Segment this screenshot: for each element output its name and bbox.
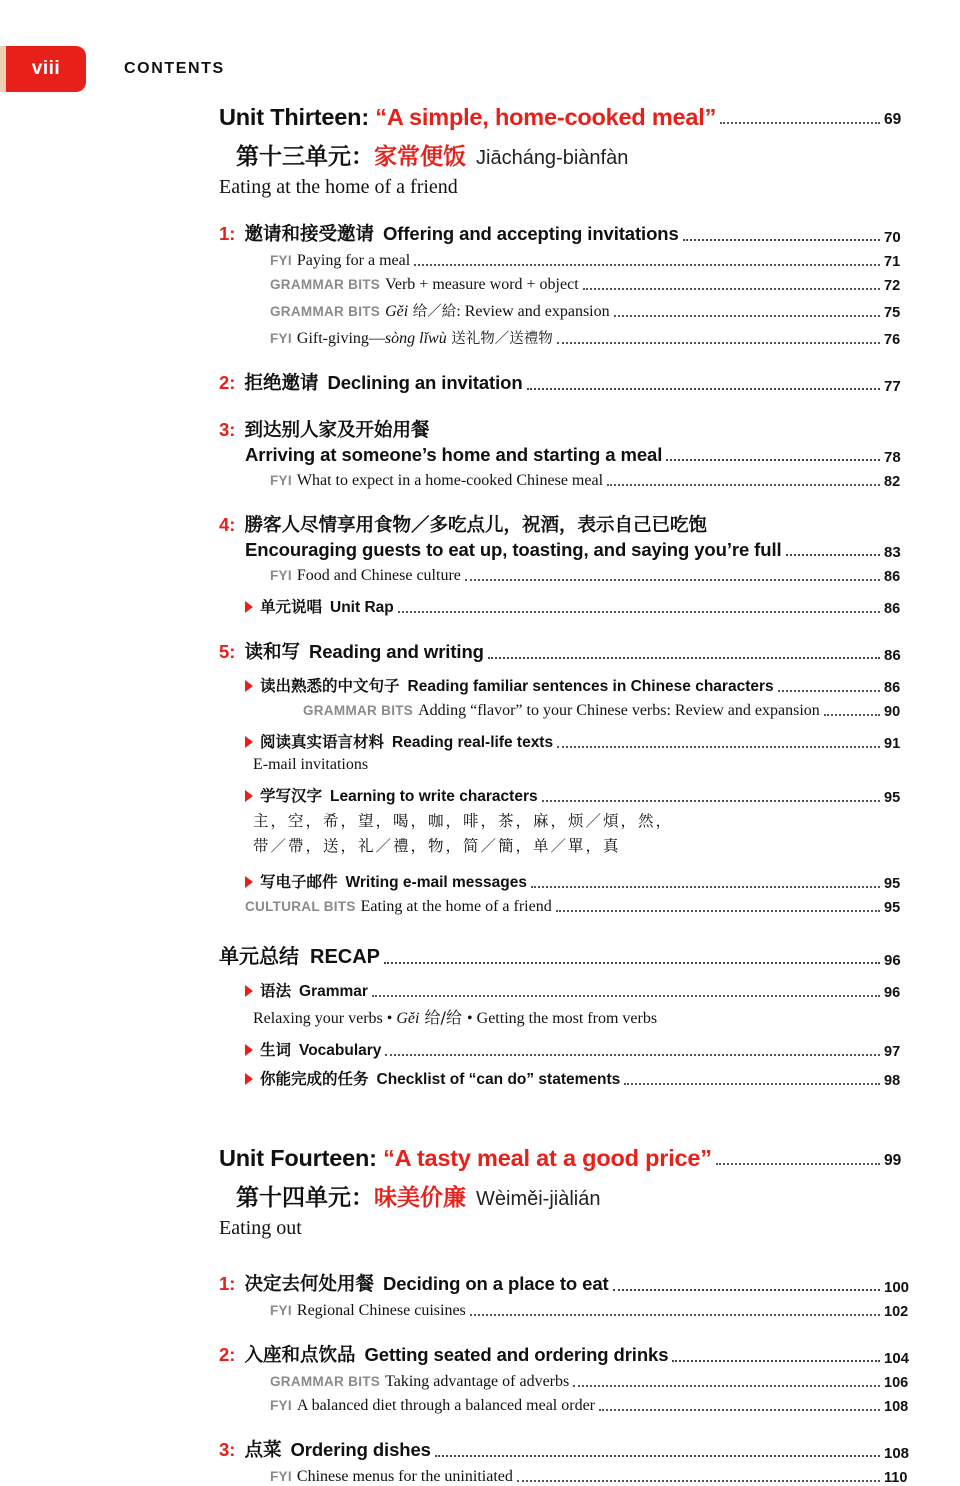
dot-leader (720, 121, 880, 124)
section-label (219, 220, 679, 246)
note-label (270, 327, 553, 348)
dot-leader (573, 1384, 880, 1387)
section-chinese: 读和写 (244, 642, 300, 663)
dot-leader (556, 909, 880, 912)
note-text (297, 330, 553, 347)
subnote-cjk: 给/给 (419, 1008, 468, 1027)
triangle-bullet-icon (245, 736, 253, 748)
unit-fourteen-title-row[interactable] (0, 1145, 960, 1172)
section-number: 2: (219, 1344, 236, 1365)
section-english: Arriving at someone’s home and starting a meal (245, 444, 663, 465)
dot-leader (824, 713, 880, 716)
note-row-fyi-menus[interactable] (0, 1468, 960, 1486)
note-row-grammar-flavor[interactable] (0, 702, 960, 720)
recap-chinese: 单元总结 (219, 944, 299, 968)
section-label (219, 638, 484, 664)
note-tag: FYI (270, 568, 292, 583)
section-number: 2: (219, 372, 236, 393)
triangle-bullet-icon (245, 985, 253, 997)
section-label (219, 369, 523, 395)
subnote-italic: Gěi (396, 1010, 420, 1027)
section-number: 1: (219, 223, 236, 244)
note-row-fyi-food-culture[interactable] (0, 567, 960, 585)
note-text: What to expect in a home-cooked Chinese meal (296, 472, 604, 489)
note-text: Adding “flavor” to your Chinese verbs: Review and expansion (418, 702, 820, 719)
note-row-fyi-home-cooked[interactable] (0, 472, 960, 490)
bullet-label (260, 979, 368, 1001)
note-tag: GRAMMAR BITS (270, 1374, 381, 1389)
page-number: 96 (884, 952, 901, 969)
unit-thirteen-title-row[interactable] (0, 104, 960, 131)
section-english: Reading and writing (308, 641, 484, 662)
section-english: Encouraging guests to eat up, toasting, and saying you’re full (245, 539, 782, 560)
page-number: 86 (884, 647, 901, 664)
page-header (0, 46, 225, 92)
page-number: 110 (884, 1470, 908, 1486)
unit-fourteen-chinese-title (0, 1179, 960, 1212)
bullet-row-reading-real-life[interactable] (0, 730, 960, 752)
dot-leader (488, 656, 880, 659)
bullet-label (260, 784, 538, 806)
bullet-chinese: 生词 (260, 1041, 292, 1059)
note-label (270, 567, 461, 585)
note-row-fyi-gift-giving[interactable] (0, 327, 960, 348)
dot-leader (666, 458, 880, 461)
note-text: Taking advantage of adverbs (385, 1373, 570, 1390)
page-number: 86 (884, 680, 901, 696)
character-list-line-1: 主，空，希，望，喝，咖，啡，茶，麻，烦／煩，然， (253, 812, 674, 830)
table-of-contents (0, 104, 960, 1486)
bullet-english: Reading real-life texts (392, 734, 554, 751)
page-number: 78 (884, 449, 901, 466)
unit-thirteen-pinyin: Jiācháng-biànfàn (476, 147, 629, 169)
page-number: 91 (884, 736, 901, 752)
dot-leader (672, 1359, 880, 1362)
section-chinese: 勝客人尽情享用食物／多吃点儿，祝酒，表示自己已吃饱 (244, 515, 707, 536)
section-label (219, 1436, 431, 1462)
note-tag: FYI (270, 331, 292, 346)
note-tag: FYI (270, 1469, 292, 1484)
bullet-label (260, 1038, 381, 1060)
dot-leader (607, 483, 880, 486)
character-list-line-2: 带／帶，送，礼／禮，物，简／簡，单／單，真 (253, 837, 621, 855)
page-number: 82 (884, 474, 901, 490)
section-english: Deciding on a place to eat (382, 1273, 609, 1294)
page-number: 98 (884, 1073, 901, 1089)
section-number: 1: (219, 1273, 236, 1294)
unit-fourteen-title-quoted: “A tasty meal at a good price” (383, 1145, 712, 1171)
bullet-row-writing-email[interactable] (0, 870, 960, 892)
dot-leader (414, 263, 880, 266)
page-title: CONTENTS (124, 60, 225, 77)
note-label (245, 898, 552, 916)
note-text (385, 303, 610, 320)
bullet-english: Writing e-mail messages (345, 874, 527, 891)
section-chinese: 拒绝邀请 (244, 373, 319, 394)
dot-leader (716, 1162, 880, 1165)
triangle-bullet-icon (245, 1044, 253, 1056)
section-chinese: 决定去何处用餐 (244, 1274, 374, 1295)
note-tag: GRAMMAR BITS (303, 703, 414, 718)
unit-fourteen-subtitle: Eating out (219, 1217, 302, 1239)
bullet-english: Vocabulary (299, 1042, 382, 1059)
bullet-row-checklist[interactable] (0, 1067, 960, 1089)
page-number: 75 (884, 305, 901, 321)
unit-thirteen-cn-red: 家常便饭 (374, 144, 466, 170)
dot-leader (599, 1408, 880, 1411)
note-text-italic: sòng lǐwù (384, 330, 447, 347)
section-row-u13-3-chinese[interactable] (0, 416, 960, 442)
section-chinese: 入座和点饮品 (244, 1345, 356, 1366)
page-number: 108 (884, 1399, 909, 1415)
folio-tab (6, 46, 86, 92)
dot-leader (384, 961, 880, 964)
unit-thirteen-title-prefix: Unit Thirteen: (219, 104, 376, 130)
page-number: 100 (884, 1279, 910, 1296)
section-row-u13-4-chinese[interactable] (0, 511, 960, 537)
note-text: Chinese menus for the uninitiated (296, 1468, 513, 1485)
bullet-chinese: 读出熟悉的中文句子 (260, 677, 400, 695)
bullet-english: Reading familiar sentences in Chinese characters (407, 678, 774, 695)
note-row-fyi-regional-cuisines[interactable] (0, 1302, 960, 1320)
note-label (270, 300, 610, 321)
dot-leader (435, 1454, 880, 1457)
bullet-chinese: 写电子邮件 (260, 873, 338, 891)
note-row-grammar-verb-measure[interactable] (0, 276, 960, 294)
unit-thirteen-cn-prefix: 第十三单元： (236, 144, 374, 170)
page-number: 69 (884, 111, 902, 128)
section-label (219, 1270, 609, 1296)
note-label (270, 276, 579, 294)
dot-leader (517, 1479, 880, 1482)
page-number: 108 (884, 1445, 910, 1462)
bullet-label (260, 595, 394, 617)
bullet-english: Checklist of “can do” statements (376, 1071, 621, 1088)
recap-label (219, 940, 380, 969)
page-number: 95 (884, 790, 901, 806)
bullet-row-vocabulary[interactable] (0, 1038, 960, 1060)
bullet-chinese: 阅读真实语言材料 (260, 733, 385, 751)
section-row-u13-3-english[interactable] (0, 444, 960, 466)
note-text-cjk: 送礼物／送禮物 (446, 331, 553, 347)
dot-leader (613, 1288, 880, 1291)
note-tag: GRAMMAR BITS (270, 304, 381, 319)
dot-leader (778, 689, 880, 692)
section-english: Getting seated and ordering drinks (364, 1344, 669, 1365)
page-number: 106 (884, 1375, 909, 1391)
dot-leader (470, 1313, 880, 1316)
bullet-row-reading-familiar[interactable] (0, 674, 960, 696)
bullet-row-learning-characters[interactable] (0, 784, 960, 806)
section-row-u13-5[interactable] (0, 638, 960, 664)
note-row-fyi-balanced-diet[interactable] (0, 1397, 960, 1415)
section-english: Offering and accepting invitations (382, 223, 679, 244)
bullet-row-grammar[interactable] (0, 979, 960, 1001)
triangle-bullet-icon (245, 601, 253, 613)
page-number: 95 (884, 900, 901, 916)
triangle-bullet-icon (245, 1073, 253, 1085)
subnote-pre: Relaxing your verbs • (253, 1010, 397, 1027)
note-row-fyi-paying[interactable] (0, 252, 960, 270)
folio-number: viii (31, 58, 61, 79)
page-number: 104 (884, 1350, 910, 1367)
note-text-italic: Gěi (385, 303, 409, 320)
note-tag: FYI (270, 253, 292, 268)
dot-leader (624, 1082, 880, 1085)
bullet-english: Grammar (299, 983, 368, 1000)
page-number: 72 (884, 278, 901, 294)
note-tag: FYI (270, 1303, 292, 1318)
section-row-u13-2[interactable] (0, 369, 960, 395)
subnote-post: • Getting the most from verbs (467, 1010, 658, 1027)
note-text: Eating at the home of a friend (360, 898, 552, 915)
dot-leader (786, 553, 880, 556)
note-text: Verb + measure word + object (385, 276, 579, 293)
bullet-chinese: 学写汉字 (260, 787, 323, 805)
page-number: 70 (884, 229, 901, 246)
dot-leader (398, 610, 880, 613)
note-text-rest: : Review and expansion (456, 303, 610, 320)
section-number: 3: (219, 1439, 236, 1460)
bullet-label (260, 870, 527, 892)
section-chinese: 点菜 (244, 1440, 282, 1461)
unit-fourteen-title (219, 1145, 712, 1172)
dot-leader (683, 238, 880, 241)
section-chinese: 到达别人家及开始用餐 (244, 420, 430, 441)
triangle-bullet-icon (245, 790, 253, 802)
note-text: Food and Chinese culture (296, 567, 461, 584)
bullet-chinese: 你能完成的任务 (260, 1070, 369, 1088)
unit-thirteen-title-quoted: “A simple, home-cooked meal” (375, 104, 717, 130)
bullet-label (260, 730, 553, 752)
page-number: 83 (884, 544, 901, 561)
bullet-chinese: 语法 (260, 982, 292, 1000)
page-number: 95 (884, 876, 901, 892)
section-row-u13-4-english[interactable] (0, 539, 960, 561)
dot-leader (557, 341, 880, 344)
note-text: Regional Chinese cuisines (296, 1302, 466, 1319)
unit-fourteen-cn-prefix: 第十四单元： (236, 1185, 374, 1211)
section-label (219, 1341, 668, 1367)
note-tag: FYI (270, 1398, 292, 1413)
section-row-u13-1[interactable] (0, 220, 960, 246)
unit-gap-spacer (0, 1089, 960, 1145)
note-row-grammar-gei[interactable] (0, 300, 960, 321)
dot-leader (583, 287, 880, 290)
dot-leader (385, 1053, 880, 1056)
recap-english: RECAP (310, 946, 381, 968)
bullet-row-unit-rap[interactable] (0, 595, 960, 617)
bullet-label (260, 674, 774, 696)
note-label (270, 1302, 466, 1320)
bullet-label (260, 1067, 620, 1089)
unit-thirteen-title (219, 104, 716, 131)
unit-thirteen-subtitle: Eating at the home of a friend (219, 176, 458, 198)
note-label (303, 702, 820, 720)
page-number: 102 (884, 1304, 909, 1320)
subnote-email-invitations: E-mail invitations (253, 756, 369, 773)
bullet-chinese: 单元说唱 (260, 598, 323, 616)
dot-leader (372, 994, 880, 997)
note-label (270, 1468, 513, 1486)
section-row-u14-1[interactable] (0, 1270, 960, 1296)
dot-leader (531, 885, 880, 888)
section-row-u14-3[interactable] (0, 1436, 960, 1462)
section-row-u14-2[interactable] (0, 1341, 960, 1367)
unit-thirteen-chinese-title (0, 138, 960, 171)
note-text: A balanced diet through a balanced meal order (296, 1397, 595, 1414)
triangle-bullet-icon (245, 876, 253, 888)
dot-leader (527, 387, 880, 390)
bullet-english: Learning to write characters (330, 788, 538, 805)
page-number: 77 (884, 378, 901, 395)
note-label (270, 472, 603, 490)
page-number: 76 (884, 332, 901, 348)
page-number: 71 (884, 254, 901, 270)
page-number: 86 (884, 601, 901, 617)
recap-heading-row[interactable] (0, 940, 960, 969)
dot-leader (465, 578, 880, 581)
unit-fourteen-cn-red: 味美价廉 (374, 1185, 466, 1211)
note-tag: CULTURAL BITS (245, 899, 356, 914)
triangle-bullet-icon (245, 680, 253, 692)
unit-fourteen-pinyin: Wèiměi-jiàlián (476, 1188, 601, 1210)
section-label (245, 539, 782, 561)
section-english: Declining an invitation (327, 372, 523, 393)
section-label (245, 444, 662, 466)
note-row-cultural-bits[interactable] (0, 898, 960, 916)
unit-fourteen-title-prefix: Unit Fourteen: (219, 1145, 384, 1171)
note-label (270, 252, 410, 270)
dot-leader (614, 314, 880, 317)
note-text-pre: Gift-giving— (296, 330, 385, 347)
page-number: 96 (884, 985, 901, 1001)
note-tag: GRAMMAR BITS (270, 277, 381, 292)
page-number: 99 (884, 1152, 902, 1169)
note-text: Paying for a meal (296, 252, 411, 269)
unit-thirteen-block (0, 104, 960, 199)
section-number: 3: (219, 419, 236, 440)
page-number: 90 (884, 704, 901, 720)
page-number: 86 (884, 569, 901, 585)
section-english: Ordering dishes (290, 1439, 431, 1460)
note-text-cjk: 给／給 (408, 304, 457, 320)
page-number: 97 (884, 1044, 901, 1060)
bullet-english: Unit Rap (330, 599, 394, 616)
dot-leader (542, 799, 880, 802)
subnote-grammar-detail (0, 1005, 960, 1028)
unit-fourteen-block (0, 1145, 960, 1240)
note-label (270, 1397, 595, 1415)
section-chinese: 邀请和接受邀请 (244, 224, 374, 245)
dot-leader (557, 745, 880, 748)
note-tag: FYI (270, 473, 292, 488)
section-number: 5: (219, 641, 236, 662)
section-number: 4: (219, 514, 236, 535)
